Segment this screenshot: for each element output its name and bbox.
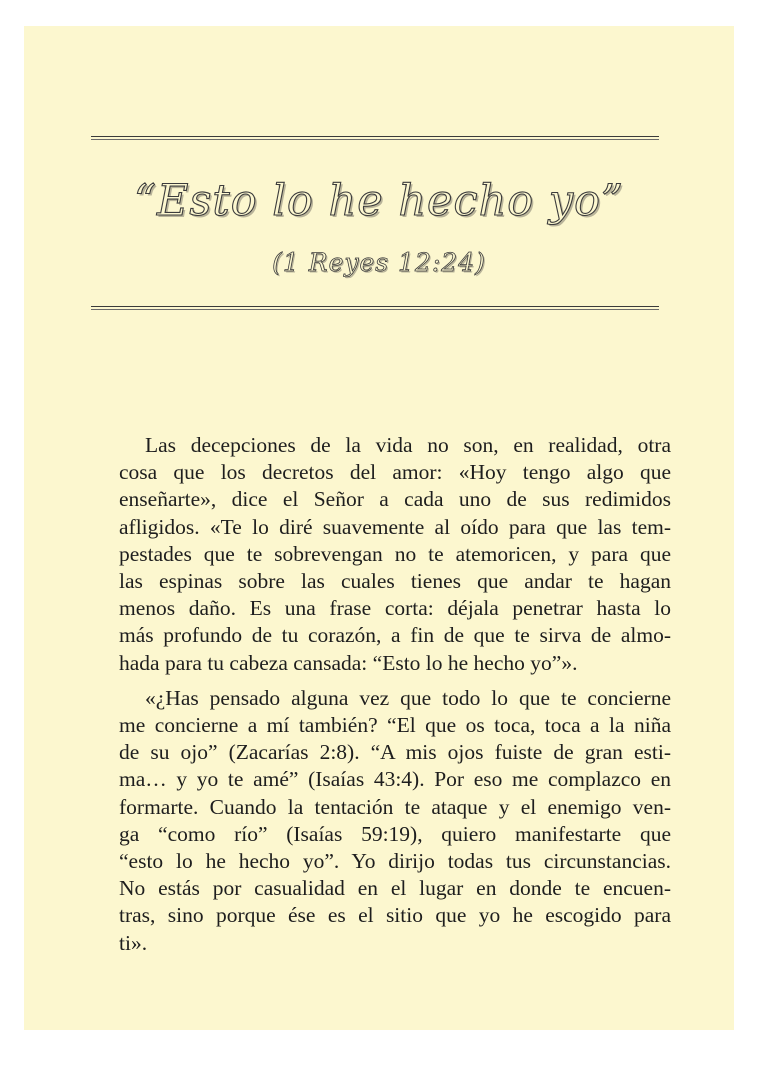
text-line: Las decepciones de la vida no son, en realidad, otra — [145, 433, 671, 457]
text-line: más profundo de tu corazón, a fin de que te sirva de almo- — [119, 623, 671, 648]
text-line: pestades que te sobrevengan no te atemoricen, y para que — [119, 541, 671, 566]
text-line: formarte. Cuando la tentación te ataque y el enemigo ven- — [119, 794, 671, 819]
body-text — [93, 432, 671, 965]
text-line: afligidos. «Te lo diré suavemente al oído para que las tem- — [119, 514, 671, 539]
paragraph-1 — [93, 432, 671, 677]
top-double-rule — [91, 136, 659, 137]
text-line: enseñarte», dice el Señor a cada uno de sus redimidos — [119, 487, 671, 512]
text-line: las espinas sobre las cuales tienes que andar te hagan — [119, 569, 671, 594]
text-line: hada para tu cabeza cansada: “Esto lo he hecho yo”». — [119, 650, 578, 675]
text-line: No estás por casualidad en el lugar en donde te encuen- — [119, 876, 671, 901]
text-line: ti». — [119, 930, 148, 955]
text-line: menos daño. Es una frase corta: déjala penetrar hasta lo — [119, 596, 671, 621]
text-line: ma… y yo te amé” (Isaías 43:4). Por eso me complazco en — [119, 767, 671, 792]
paragraph-2 — [93, 685, 671, 957]
text-line: «¿Has pensado alguna vez que todo lo que te concierne — [145, 685, 671, 710]
text-line: cosa que los decretos del amor: «Hoy tengo algo que — [119, 460, 671, 485]
text-line: tras, sino porque ése es el sitio que yo he escogido para — [119, 903, 671, 928]
page — [24, 26, 734, 1030]
bottom-double-rule — [91, 306, 659, 307]
text-line: de su ojo” (Zacarías 2:8). “A mis ojos fuiste de gran esti- — [119, 740, 671, 765]
page-title: “Esto lo he hecho yo” — [133, 176, 625, 226]
text-line: me concierne a mí también? “El que os toca, toca a la niña — [119, 713, 671, 738]
text-line: “esto lo he hecho yo”. Yo dirijo todas tus circunstancias. — [119, 849, 671, 874]
scripture-reference: (1 Reyes 12:24) — [272, 248, 486, 277]
text-line: ga “como río” (Isaías 59:19), quiero manifestarte que — [119, 821, 671, 846]
